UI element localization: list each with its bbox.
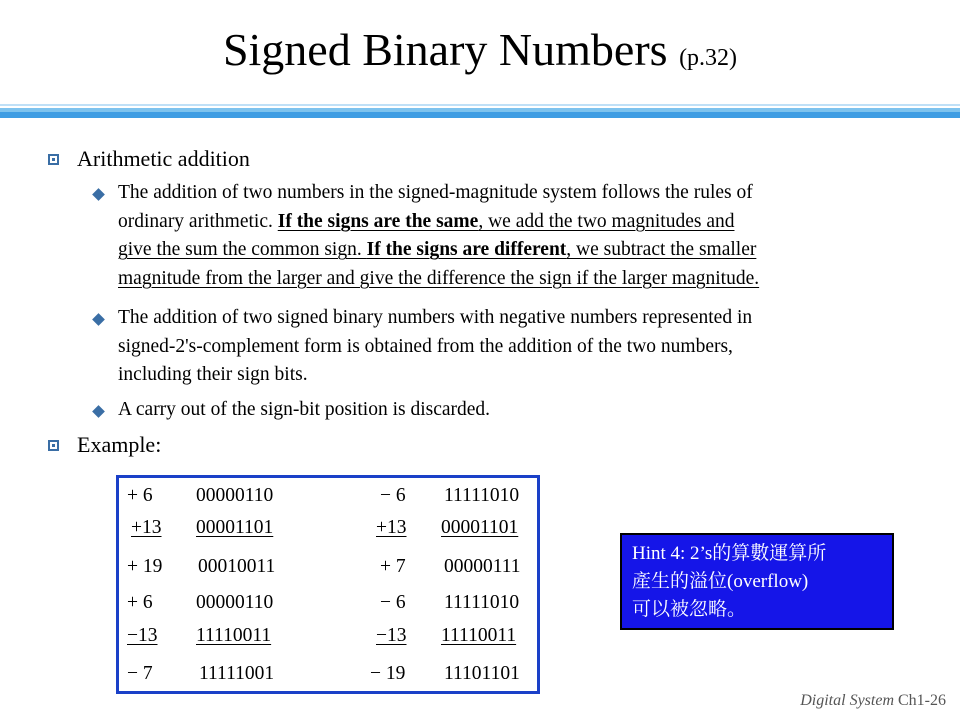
example-left-num: +13 bbox=[131, 517, 162, 538]
example-right-num: − 19 bbox=[370, 663, 406, 684]
text-line: The addition of two numbers in the signed-magnitude system follows the rules of bbox=[118, 182, 753, 203]
bullet-text: Example: bbox=[77, 432, 162, 457]
example-right-num: − 6 bbox=[380, 592, 406, 613]
example-left-bin: 00010011 bbox=[198, 556, 276, 577]
slide-footer bbox=[800, 692, 946, 710]
text-line bbox=[118, 208, 759, 237]
bullet-arithmetic-addition bbox=[48, 145, 250, 173]
text-span: ordinary arithmetic. bbox=[118, 210, 278, 232]
example-left-bin: 11110011 bbox=[196, 625, 272, 646]
example-right-num: − 6 bbox=[380, 485, 406, 506]
example-left-num: −13 bbox=[127, 625, 158, 646]
text-line: magnitude from the larger and give the difference the sign if the larger magnitude. bbox=[118, 267, 760, 289]
bullet-example bbox=[48, 431, 161, 459]
example-right-bin: 11111010 bbox=[444, 485, 520, 506]
example-left-num: + 6 bbox=[127, 592, 153, 613]
hint-line: 可以被忽略。 bbox=[632, 599, 747, 620]
example-right-num: + 7 bbox=[380, 556, 406, 577]
example-right-bin: 00001101 bbox=[441, 517, 519, 538]
sub-bullet-text: A carry out of the sign-bit position is discarded. bbox=[118, 399, 491, 420]
example-right-bin: 11101101 bbox=[444, 663, 520, 684]
text-span: give the sum the common sign. bbox=[118, 239, 367, 260]
slide-title bbox=[0, 22, 960, 86]
emphasis-same-signs: If the signs are the same bbox=[277, 210, 479, 232]
example-left-bin: 00000110 bbox=[196, 592, 274, 613]
title-main: Signed Binary Numbers bbox=[222, 24, 668, 75]
text-line bbox=[118, 236, 759, 265]
example-right-bin: 11110011 bbox=[441, 625, 517, 646]
text-span: , we add the two magnitudes and bbox=[478, 210, 735, 232]
example-right-bin: 00000111 bbox=[444, 556, 521, 577]
example-right-bin: 11111010 bbox=[444, 592, 520, 613]
sub-bullet-signed-magnitude bbox=[92, 179, 759, 293]
sub-bullet-twos-complement bbox=[92, 304, 752, 390]
example-right-num: −13 bbox=[376, 625, 407, 646]
text-line: including their sign bits. bbox=[118, 364, 308, 385]
example-left-bin: 00000110 bbox=[196, 485, 274, 506]
footer-course: Digital System bbox=[800, 692, 894, 709]
example-left-bin: 00001101 bbox=[196, 517, 274, 538]
square-bullet-icon bbox=[48, 440, 59, 451]
diamond-bullet-icon bbox=[92, 188, 105, 201]
diamond-bullet-icon bbox=[92, 405, 105, 418]
title-page-ref: (p.32) bbox=[679, 45, 738, 71]
title-divider bbox=[0, 104, 960, 118]
emphasis-different-signs: If the signs are different bbox=[366, 239, 567, 260]
text-span: , we subtract the smaller bbox=[566, 239, 757, 260]
text-line: signed-2's-complement form is obtained from the addition of the two numbers, bbox=[118, 335, 733, 357]
bullet-text: Arithmetic addition bbox=[77, 146, 250, 171]
text-line: The addition of two signed binary numbers with negative numbers represented in bbox=[118, 307, 753, 328]
example-left-num: + 6 bbox=[127, 485, 153, 506]
square-bullet-icon bbox=[48, 154, 59, 165]
sub-bullet-carry-discarded bbox=[92, 396, 490, 425]
diamond-bullet-icon bbox=[92, 313, 105, 326]
hint-box bbox=[620, 533, 894, 630]
sub-bullet-text bbox=[118, 304, 752, 390]
sub-bullet-text bbox=[118, 179, 759, 293]
example-right-num: +13 bbox=[376, 517, 407, 538]
footer-page-number: Ch1-26 bbox=[898, 692, 946, 709]
hint-line: 產生的溢位(overflow) bbox=[632, 571, 809, 592]
example-left-num: − 7 bbox=[127, 663, 153, 684]
hint-line: Hint 4: 2’s的算數運算所 bbox=[632, 543, 827, 564]
example-left-bin: 11111001 bbox=[199, 663, 275, 684]
example-left-num: + 19 bbox=[127, 556, 163, 577]
